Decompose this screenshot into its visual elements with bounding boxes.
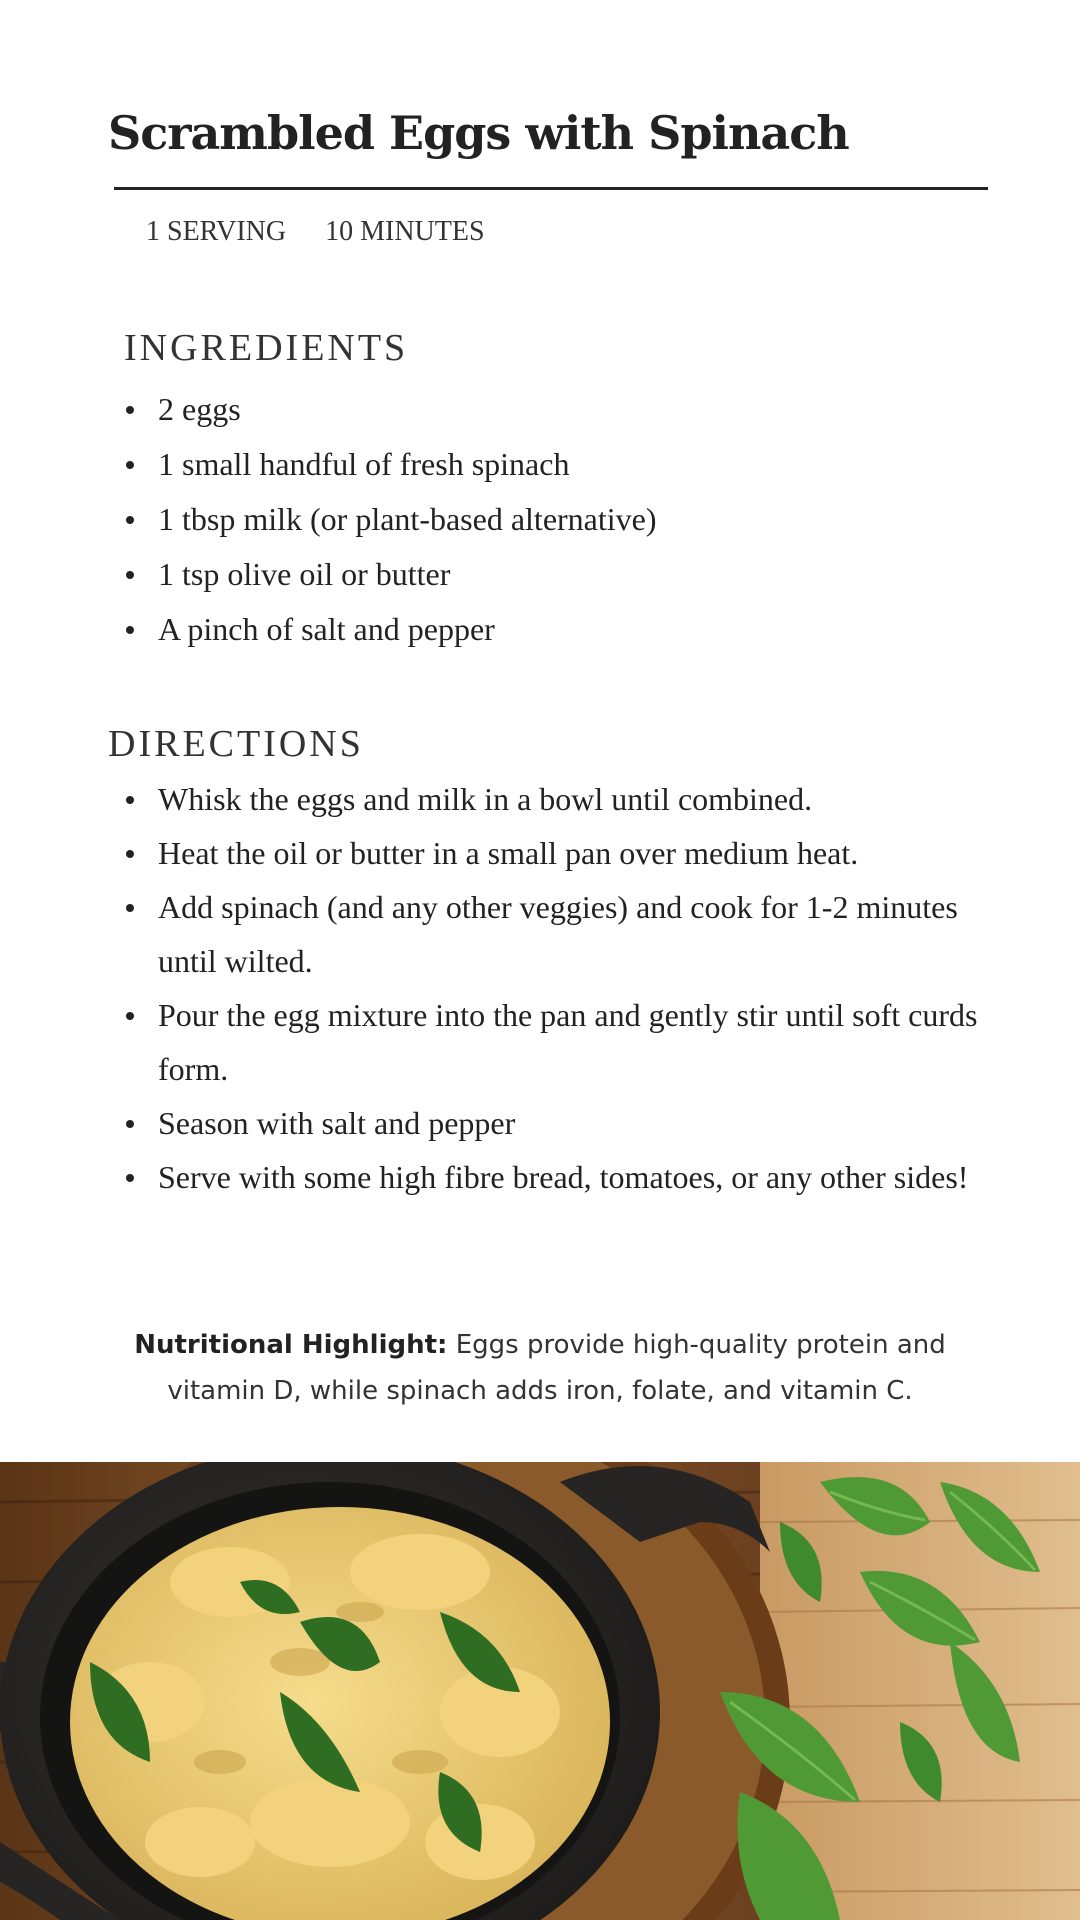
photo-scrambled-eggs-spinach-in-cast-iron-pan [0, 1462, 1080, 1920]
recipe-photo [0, 1462, 1080, 1920]
ingredients-list [120, 382, 980, 657]
title-divider [114, 187, 988, 190]
nutrition-label: Nutritional Highlight: [134, 1330, 448, 1360]
recipe-title: Scrambled Eggs with Spinach [108, 106, 849, 160]
time-label: 10 MINUTES [325, 216, 485, 247]
directions-heading: DIRECTIONS [108, 723, 364, 765]
ingredient-item: 1 small handful of fresh spinach [120, 437, 980, 492]
servings-label: 1 SERVING [146, 216, 287, 247]
direction-step: Whisk the eggs and milk in a bowl until combined. [120, 772, 980, 826]
ingredients-heading: INGREDIENTS [124, 327, 409, 369]
ingredient-item: 1 tsp olive oil or butter [120, 547, 980, 602]
recipe-meta [146, 216, 517, 248]
direction-step: Heat the oil or butter in a small pan over medium heat. [120, 826, 980, 880]
directions-list [120, 772, 980, 1204]
nutrition-text: Eggs provide high-quality protein and vitamin D, while spinach adds iron, folate, and vitamin C. [167, 1330, 946, 1406]
direction-step: Add spinach (and any other veggies) and cook for 1-2 minutes until wilted. [120, 880, 980, 988]
direction-step: Season with salt and pepper [120, 1096, 980, 1150]
direction-step: Pour the egg mixture into the pan and gently stir until soft curds form. [120, 988, 980, 1096]
ingredient-item: 2 eggs [120, 382, 980, 437]
direction-step: Serve with some high fibre bread, tomatoes, or any other sides! [120, 1150, 980, 1204]
nutrition-highlight [110, 1322, 970, 1414]
ingredient-item: 1 tbsp milk (or plant-based alternative) [120, 492, 980, 547]
ingredient-item: A pinch of salt and pepper [120, 602, 980, 657]
